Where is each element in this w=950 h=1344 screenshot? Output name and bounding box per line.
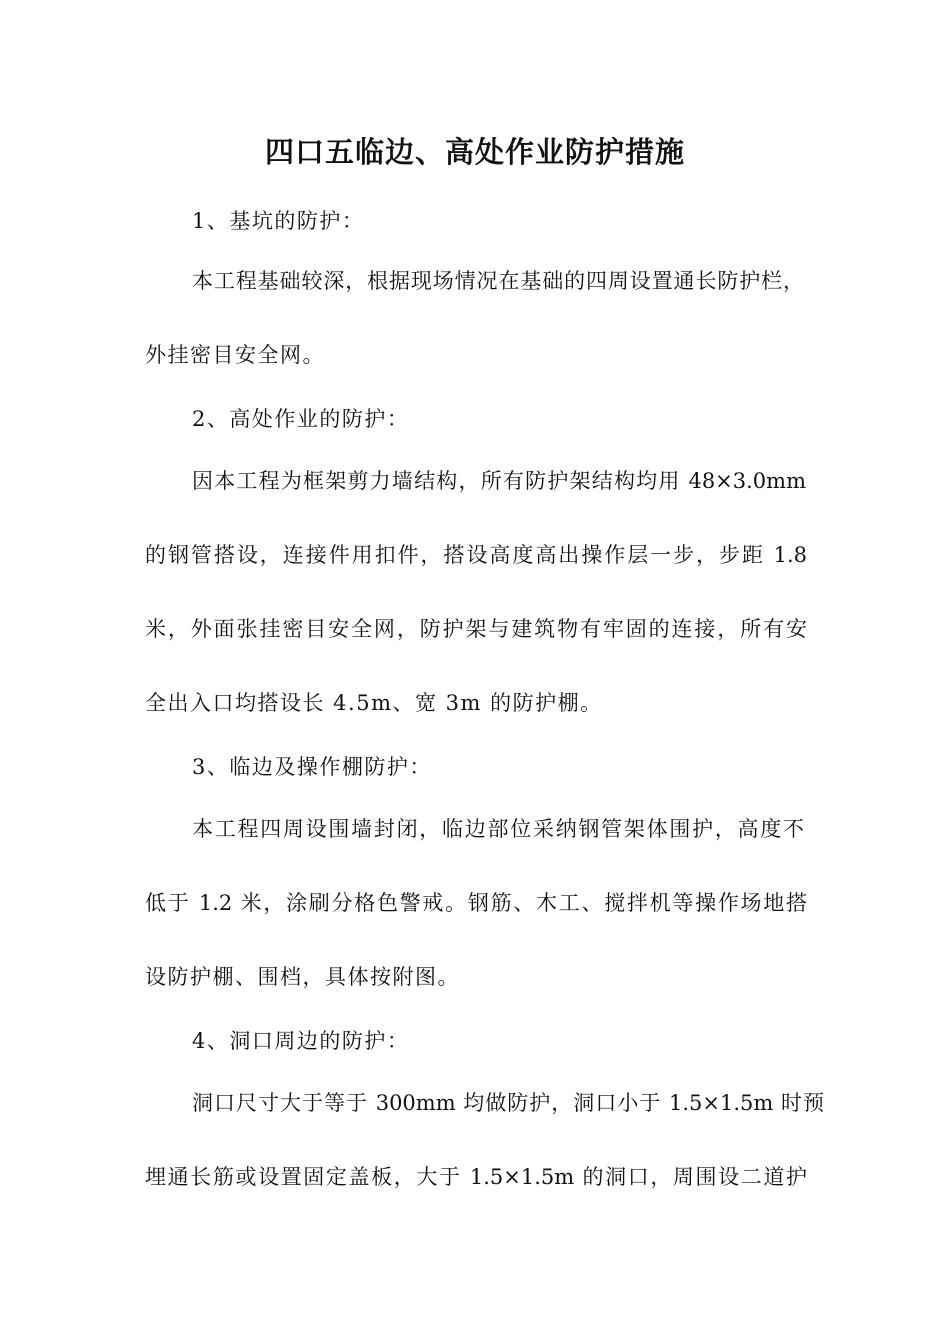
paragraph-line: 本工程基础较深，根据现场情况在基础的四周设置通长防护栏， <box>192 269 804 293</box>
section-heading-1: 1、基坑的防护： <box>192 209 365 233</box>
paragraph-line: 因本工程为框架剪力墙结构，所有防护架结构均用 48×3.0mm <box>192 469 806 493</box>
document-title: 四口五临边、高处作业防护措施 <box>264 135 685 169</box>
paragraph-line: 低于 1.2 米，涂刷分格色警戒。钢筋、木工、搅拌机等操作场地搭 <box>145 891 807 915</box>
paragraph-line: 外挂密目安全网。 <box>145 343 325 367</box>
paragraph-line: 全出入口均搭设长 4.5m、宽 3m 的防护棚。 <box>145 691 603 715</box>
paragraph-line: 的钢管搭设，连接件用扣件，搭设高度高出操作层一步，步距 1.8 <box>145 543 807 567</box>
section-heading-4: 4、洞口周边的防护： <box>192 1029 410 1053</box>
paragraph-line: 设防护棚、围档，具体按附图。 <box>145 965 460 989</box>
section-heading-2: 2、高处作业的防护： <box>192 407 410 431</box>
paragraph-line: 本工程四周设围墙封闭，临边部位采纳钢管架体围护，高度不 <box>192 817 804 841</box>
paragraph-line: 埋通长筋或设置固定盖板，大于 1.5×1.5m 的洞口，周围设二道护 <box>145 1165 807 1189</box>
paragraph-line: 米，外面张挂密目安全网，防护架与建筑物有牢固的连接，所有安 <box>145 617 807 641</box>
paragraph-line: 洞口尺寸大于等于 300mm 均做防护，洞口小于 1.5×1.5m 时预 <box>192 1091 824 1115</box>
section-heading-3: 3、临边及操作棚防护： <box>192 755 432 779</box>
